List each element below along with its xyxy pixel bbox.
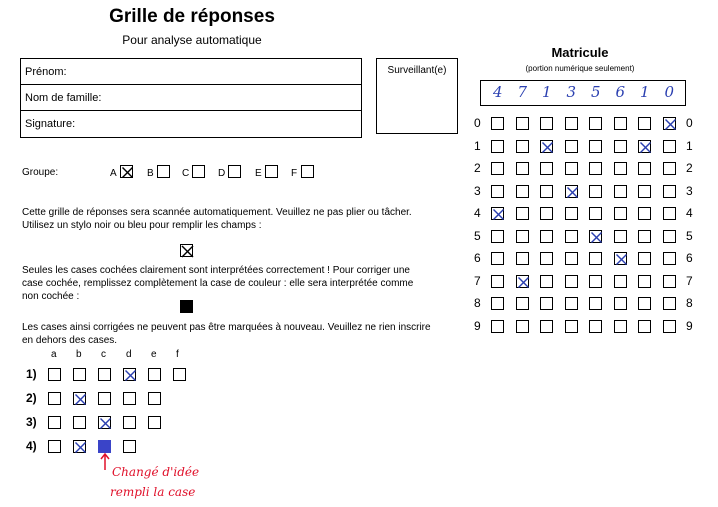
question-3-box-e[interactable] <box>148 416 161 429</box>
matricule-box-1-7[interactable] <box>516 275 529 288</box>
matricule-box-3-6[interactable] <box>565 252 578 265</box>
matricule-box-6-3[interactable] <box>638 185 651 198</box>
matricule-box-7-8[interactable] <box>663 297 676 310</box>
matricule-box-2-4[interactable] <box>540 207 553 220</box>
matricule-box-0-4[interactable] <box>491 207 504 220</box>
annotation-line1: Changé d'idée <box>112 465 200 479</box>
matricule-box-4-5[interactable] <box>589 230 602 243</box>
cross-mark <box>541 141 554 154</box>
question-1-box-c[interactable] <box>98 368 111 381</box>
matricule-box-0-3[interactable] <box>491 185 504 198</box>
matricule-box-2-9[interactable] <box>540 320 553 333</box>
matricule-box-4-1[interactable] <box>589 140 602 153</box>
matricule-box-3-9[interactable] <box>565 320 578 333</box>
example-filled-box <box>180 300 193 313</box>
group-option-box-b[interactable] <box>157 165 170 178</box>
matricule-row-label-right: 4 <box>686 206 693 220</box>
cross-mark <box>99 417 112 430</box>
matricule-handwritten-digit: 5 <box>591 83 601 101</box>
matricule-box-5-4[interactable] <box>614 207 627 220</box>
matricule-handwritten-digit: 7 <box>517 83 528 101</box>
matricule-box-4-7[interactable] <box>589 275 602 288</box>
question-column-label: e <box>151 349 157 360</box>
matricule-row-label-right: 5 <box>686 228 693 243</box>
question-2-box-c[interactable] <box>98 392 111 405</box>
matricule-box-2-7[interactable] <box>540 275 553 288</box>
matricule-row-label-right: 6 <box>686 251 693 265</box>
matricule-box-1-9[interactable] <box>516 320 529 333</box>
matricule-row-label-right: 0 <box>686 116 693 130</box>
group-label: Groupe: <box>22 167 59 178</box>
matricule-row-label-right: 1 <box>686 138 693 153</box>
cross-mark <box>664 118 677 131</box>
matricule-box-6-9[interactable] <box>638 320 651 333</box>
matricule-row-label-left: 2 <box>474 161 481 175</box>
matricule-handwritten-digit: 4 <box>493 83 503 101</box>
matricule-box-6-2[interactable] <box>638 162 651 175</box>
cross-mark <box>74 393 87 406</box>
question-2-box-e[interactable] <box>148 392 161 405</box>
cross-mark <box>615 253 628 266</box>
cross-mark <box>492 208 505 221</box>
matricule-row-label-right: 2 <box>686 161 693 175</box>
matricule-box-6-7[interactable] <box>638 275 651 288</box>
page-subtitle: Pour analyse automatique <box>122 33 262 47</box>
matricule-box-2-1[interactable] <box>540 140 553 153</box>
matricule-box-7-1[interactable] <box>663 140 676 153</box>
matricule-box-2-0[interactable] <box>540 117 553 130</box>
matricule-box-0-0[interactable] <box>491 117 504 130</box>
group-option-label: D <box>218 168 226 179</box>
question-column-label: c <box>101 349 106 360</box>
matricule-box-1-6[interactable] <box>516 252 529 265</box>
matricule-box-3-4[interactable] <box>565 207 578 220</box>
matricule-box-4-4[interactable] <box>589 207 602 220</box>
group-option-box-c[interactable] <box>192 165 205 178</box>
matricule-handwritten-digit: 6 <box>615 83 626 101</box>
instruction-p1: Cette grille de réponses sera scannée automatiquement. Veuillez ne pas plier ou tâcher. Utilisez un stylo noir ou bleu pour remplir les champs : <box>22 207 412 231</box>
matricule-box-5-5[interactable] <box>614 230 627 243</box>
question-3-box-c[interactable] <box>98 416 111 429</box>
question-1-box-a[interactable] <box>48 368 61 381</box>
matricule-box-5-6[interactable] <box>614 252 627 265</box>
matricule-box-3-2[interactable] <box>565 162 578 175</box>
question-1-box-f[interactable] <box>173 368 186 381</box>
signature-field[interactable] <box>21 111 361 137</box>
matricule-row-label-right: 3 <box>686 183 693 198</box>
group-option-label: F <box>291 168 298 179</box>
matricule-box-3-0[interactable] <box>565 117 578 130</box>
first-name-label: Prénom: <box>25 66 67 78</box>
matricule-box-3-7[interactable] <box>565 275 578 288</box>
matricule-box-4-0[interactable] <box>589 117 602 130</box>
question-2-box-b[interactable] <box>73 392 86 405</box>
matricule-box-2-6[interactable] <box>540 252 553 265</box>
matricule-box-6-1[interactable] <box>638 140 651 153</box>
matricule-box-4-3[interactable] <box>589 185 602 198</box>
matricule-box-7-2[interactable] <box>663 162 676 175</box>
matricule-box-0-1[interactable] <box>491 140 504 153</box>
matricule-box-2-2[interactable] <box>540 162 553 175</box>
matricule-box-5-3[interactable] <box>614 185 627 198</box>
group-option-label: A <box>110 168 117 179</box>
cross-mark <box>124 369 137 382</box>
matricule-box-1-8[interactable] <box>516 297 529 310</box>
matricule-row-label-right: 9 <box>686 318 693 333</box>
matricule-box-0-9[interactable] <box>491 320 504 333</box>
question-column-label: d <box>126 349 132 360</box>
matricule-box-3-3[interactable] <box>565 185 578 198</box>
matricule-title: Matricule <box>551 45 609 60</box>
question-column-label: a <box>51 349 57 360</box>
group-option-label: E <box>255 168 262 179</box>
matricule-box-7-3[interactable] <box>663 185 676 198</box>
matricule-box-5-0[interactable] <box>614 117 627 130</box>
matricule-box-4-6[interactable] <box>589 252 602 265</box>
question-number: 4) <box>26 439 37 453</box>
matricule-box-5-7[interactable] <box>614 275 627 288</box>
matricule-box-6-0[interactable] <box>638 117 651 130</box>
matricule-row-label-right: 7 <box>686 273 693 288</box>
matricule-box-3-5[interactable] <box>565 230 578 243</box>
matricule-handwritten-digit: 3 <box>566 83 577 101</box>
matricule-box-1-4[interactable] <box>516 207 529 220</box>
matricule-row-label-left: 4 <box>474 206 481 220</box>
question-1-box-e[interactable] <box>148 368 161 381</box>
question-1-box-d[interactable] <box>123 368 136 381</box>
matricule-box-7-0[interactable] <box>663 117 676 130</box>
matricule-box-5-8[interactable] <box>614 297 627 310</box>
question-number: 3) <box>26 415 37 429</box>
question-3-box-a[interactable] <box>48 416 61 429</box>
first-name-field[interactable] <box>21 59 361 85</box>
matricule-box-1-2[interactable] <box>516 162 529 175</box>
question-4-box-a[interactable] <box>48 440 61 453</box>
matricule-box-6-4[interactable] <box>638 207 651 220</box>
identity-box <box>20 58 362 138</box>
question-2-box-a[interactable] <box>48 392 61 405</box>
question-2-box-d[interactable] <box>123 392 136 405</box>
matricule-box-0-7[interactable] <box>491 275 504 288</box>
matricule-box-5-1[interactable] <box>614 140 627 153</box>
matricule-box-3-1[interactable] <box>565 140 578 153</box>
instruction-p3: Les cases ainsi corrigées ne peuvent pas être marquées à nouveau. Veuillez ne rien inscrire en dehors des cases. <box>22 322 431 346</box>
question-number: 2) <box>26 391 37 405</box>
matricule-box-4-9[interactable] <box>589 320 602 333</box>
matricule-row-label-right: 8 <box>686 296 693 310</box>
matricule-box-4-2[interactable] <box>589 162 602 175</box>
page-title: Grille de réponses <box>109 6 275 27</box>
question-column-label: b <box>76 349 82 360</box>
instruction-p2: Seules les cases cochées clairement sont interprétées correctement ! Pour corriger une case cochée, remplissez complètement la case de couleur : elle sera interprétée comme non cochée : <box>22 265 414 302</box>
matricule-handwritten-digit: 1 <box>640 83 650 101</box>
matricule-box-7-4[interactable] <box>663 207 676 220</box>
supervisor-label: Surveillant(e) <box>387 65 447 76</box>
matricule-box-0-6[interactable] <box>491 252 504 265</box>
matricule-handwritten-digit: 0 <box>664 83 675 101</box>
matricule-box-4-8[interactable] <box>589 297 602 310</box>
question-4-box-d[interactable] <box>123 440 136 453</box>
matricule-box-1-3[interactable] <box>516 185 529 198</box>
annotation-line2: rempli la case <box>110 485 196 499</box>
matricule-box-1-5[interactable] <box>516 230 529 243</box>
question-column-label: f <box>176 349 179 360</box>
cross-mark <box>74 441 87 454</box>
signature-label: Signature: <box>25 118 76 130</box>
question-1-box-b[interactable] <box>73 368 86 381</box>
matricule-row-label-left: 8 <box>474 296 481 310</box>
matricule-handwritten-digit: 1 <box>542 83 552 101</box>
annotation-arrow <box>98 452 112 472</box>
matricule-box-6-8[interactable] <box>638 297 651 310</box>
matricule-row-label-left: 3 <box>474 183 481 198</box>
matricule-box-2-3[interactable] <box>540 185 553 198</box>
matricule-box-6-5[interactable] <box>638 230 651 243</box>
matricule-box-6-6[interactable] <box>638 252 651 265</box>
example-checked-box <box>180 244 193 257</box>
group-option-label: B <box>147 168 154 179</box>
group-option-box-f[interactable] <box>301 165 314 178</box>
last-name-label: Nom de famille: <box>25 92 102 104</box>
question-3-box-d[interactable] <box>123 416 136 429</box>
matricule-row-label-left: 5 <box>474 228 481 243</box>
matricule-row-label-left: 9 <box>474 318 481 333</box>
matricule-box-5-2[interactable] <box>614 162 627 175</box>
cross-mark <box>181 245 194 258</box>
matricule-box-1-1[interactable] <box>516 140 529 153</box>
matricule-box-1-0[interactable] <box>516 117 529 130</box>
cross-mark <box>639 141 652 154</box>
matricule-subtitle: (portion numérique seulement) <box>525 64 635 73</box>
matricule-handwriting-box[interactable] <box>480 80 686 106</box>
supervisor-box[interactable] <box>376 58 458 134</box>
last-name-field[interactable] <box>21 85 361 111</box>
cross-mark <box>590 231 603 244</box>
question-3-box-b[interactable] <box>73 416 86 429</box>
matricule-box-7-9[interactable] <box>663 320 676 333</box>
matricule-box-2-5[interactable] <box>540 230 553 243</box>
cross-mark <box>566 186 579 199</box>
matricule-box-7-5[interactable] <box>663 230 676 243</box>
matricule-box-2-8[interactable] <box>540 297 553 310</box>
matricule-box-0-5[interactable] <box>491 230 504 243</box>
cross-mark <box>121 166 134 179</box>
matricule-box-7-6[interactable] <box>663 252 676 265</box>
matricule-box-5-9[interactable] <box>614 320 627 333</box>
matricule-box-0-2[interactable] <box>491 162 504 175</box>
cross-mark <box>517 276 530 289</box>
matricule-row-label-left: 1 <box>474 138 481 153</box>
matricule-box-3-8[interactable] <box>565 297 578 310</box>
group-option-box-e[interactable] <box>265 165 278 178</box>
group-option-box-a[interactable] <box>120 165 133 178</box>
matricule-row-label-left: 6 <box>474 251 481 265</box>
matricule-row-label-left: 7 <box>474 273 481 288</box>
matricule-box-0-8[interactable] <box>491 297 504 310</box>
question-number: 1) <box>26 367 37 381</box>
question-4-box-b[interactable] <box>73 440 86 453</box>
group-option-label: C <box>182 168 190 179</box>
matricule-box-7-7[interactable] <box>663 275 676 288</box>
group-option-box-d[interactable] <box>228 165 241 178</box>
matricule-row-label-left: 0 <box>474 116 481 130</box>
